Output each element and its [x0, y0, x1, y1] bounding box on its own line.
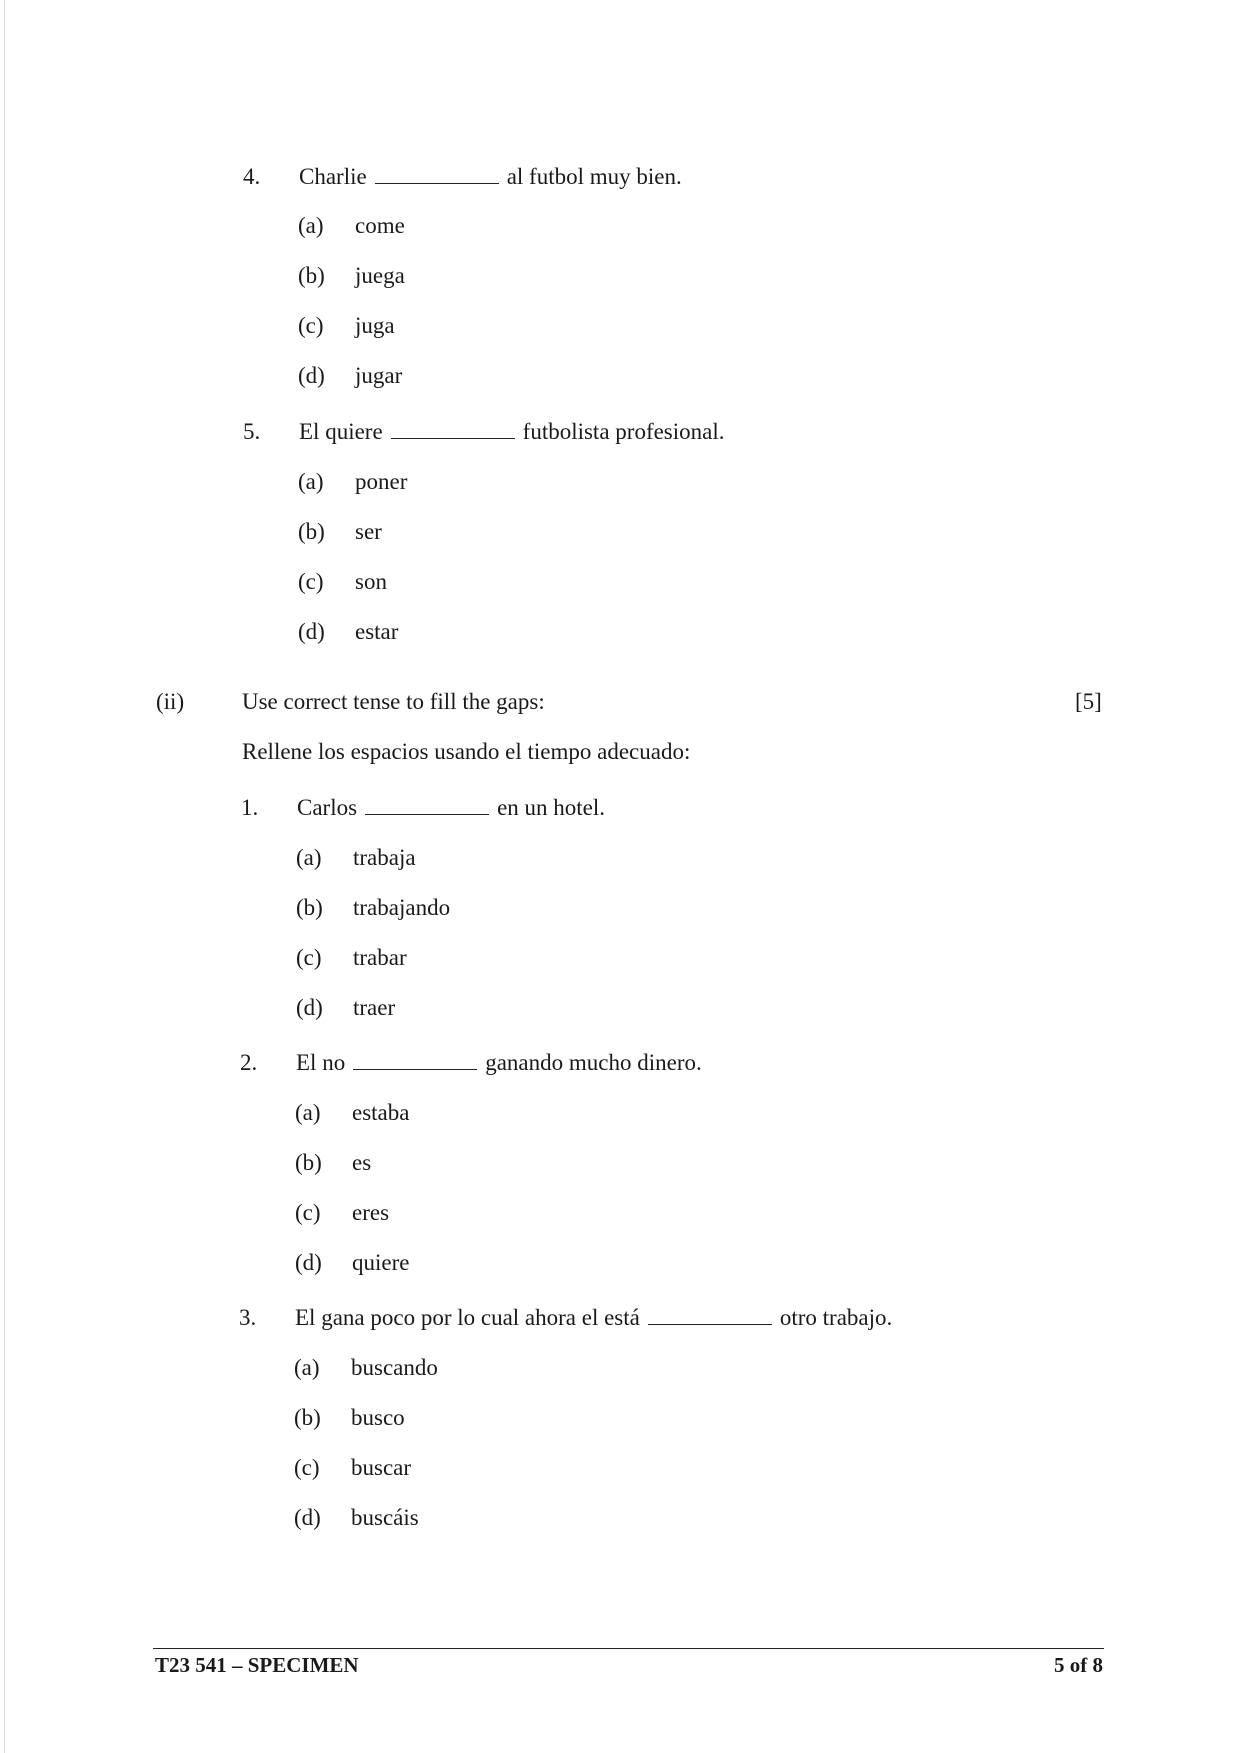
option-text: busco — [351, 1405, 405, 1430]
option-letter: (c) — [295, 1200, 321, 1225]
option-letter: (b) — [295, 1150, 322, 1175]
option-letter: (b) — [298, 519, 325, 544]
option-letter: (a) — [294, 1355, 320, 1380]
option-letter: (b) — [296, 895, 323, 920]
option-letter: (c) — [294, 1455, 320, 1480]
option-text: ser — [355, 519, 382, 544]
option-letter: (b) — [298, 263, 325, 288]
option-text: quiere — [352, 1250, 410, 1275]
stem-after: futbolista profesional. — [522, 419, 725, 444]
option-text: es — [352, 1150, 372, 1175]
question-number: 4. — [243, 164, 261, 189]
section-instruction-en: Use correct tense to fill the gaps: — [242, 689, 545, 714]
answer-blank — [353, 1051, 477, 1070]
stem-before: Carlos — [297, 795, 358, 820]
option-text: come — [355, 213, 405, 238]
question-stem — [296, 1051, 702, 1074]
question-number: 3. — [239, 1305, 257, 1330]
scan-edge — [4, 0, 5, 1753]
option-letter: (a) — [298, 469, 324, 494]
question-number: 2. — [240, 1050, 258, 1075]
section-marks: [5] — [1075, 689, 1102, 714]
option-letter: (d) — [294, 1505, 321, 1530]
answer-blank — [375, 165, 499, 184]
option-letter: (c) — [298, 569, 324, 594]
option-text: juega — [355, 263, 405, 288]
option-text: trabar — [353, 945, 407, 970]
option-letter: (d) — [296, 995, 323, 1020]
stem-after: otro trabajo. — [779, 1305, 893, 1330]
question-number: 1. — [241, 795, 259, 820]
section-label: (ii) — [156, 689, 185, 714]
option-letter: (a) — [296, 845, 322, 870]
option-letter: (c) — [296, 945, 322, 970]
stem-after: ganando mucho dinero. — [485, 1050, 702, 1075]
option-text: buscando — [351, 1355, 438, 1380]
stem-after: al futbol muy bien. — [506, 164, 682, 189]
option-text: trabaja — [353, 845, 416, 870]
option-text: buscar — [351, 1455, 412, 1480]
stem-after: en un hotel. — [497, 795, 606, 820]
option-letter: (c) — [298, 313, 324, 338]
option-text: juga — [355, 313, 395, 338]
question-stem — [299, 165, 682, 188]
option-letter: (d) — [298, 363, 325, 388]
question-stem — [297, 796, 605, 819]
option-text: traer — [353, 995, 396, 1020]
option-text: eres — [352, 1200, 390, 1225]
option-letter: (b) — [294, 1405, 321, 1430]
option-text: jugar — [355, 363, 403, 388]
stem-before: El gana poco por lo cual ahora el está — [295, 1305, 640, 1330]
answer-blank — [648, 1306, 772, 1325]
option-letter: (d) — [295, 1250, 322, 1275]
option-text: son — [355, 569, 387, 594]
answer-blank — [391, 420, 515, 439]
option-text: trabajando — [353, 895, 451, 920]
footer-divider — [153, 1648, 1104, 1649]
option-text: estaba — [352, 1100, 410, 1125]
question-stem — [299, 420, 725, 443]
footer-page-number: 5 of 8 — [1054, 1653, 1103, 1677]
option-letter: (a) — [298, 213, 324, 238]
stem-before: El no — [296, 1050, 346, 1075]
section-instruction-es: Rellene los espacios usando el tiempo adecuado: — [242, 739, 691, 764]
option-letter: (a) — [295, 1100, 321, 1125]
option-text: buscáis — [351, 1505, 419, 1530]
question-stem — [295, 1306, 892, 1329]
stem-before: Charlie — [299, 164, 367, 189]
stem-before: El quiere — [299, 419, 383, 444]
question-number: 5. — [243, 419, 261, 444]
footer-exam-code: T23 541 – SPECIMEN — [155, 1653, 359, 1677]
option-text: poner — [355, 469, 408, 494]
option-letter: (d) — [298, 619, 325, 644]
answer-blank — [365, 796, 489, 815]
option-text: estar — [355, 619, 399, 644]
